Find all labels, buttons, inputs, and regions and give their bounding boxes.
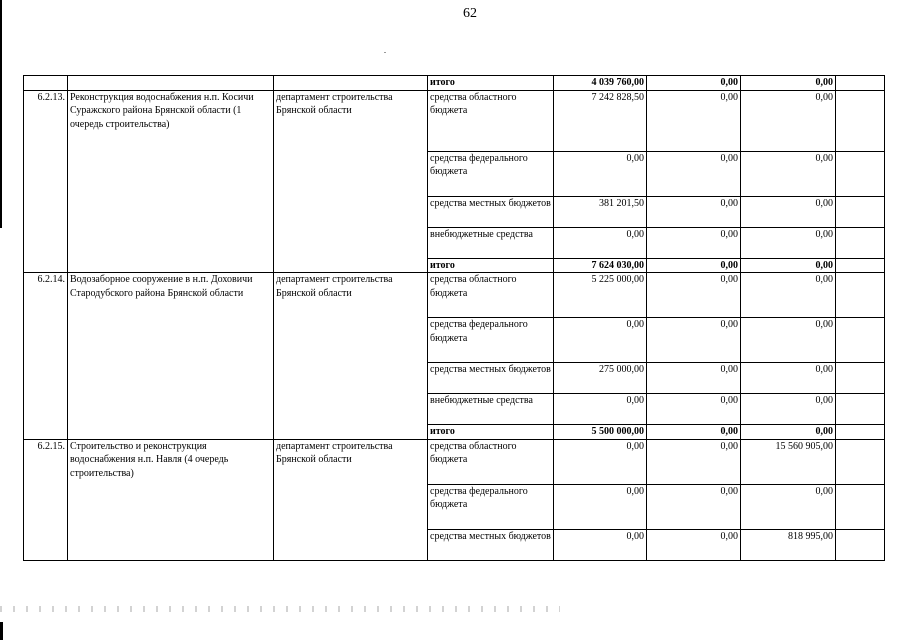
- value-cell: 0,00: [741, 425, 836, 440]
- empty-cell: [836, 439, 885, 484]
- funding-source: средства федерального бюджета: [428, 151, 554, 196]
- value-cell: 0,00: [554, 151, 647, 196]
- value-cell: 0,00: [741, 196, 836, 227]
- funding-source: средства местных бюджетов: [428, 529, 554, 560]
- value-cell: 0,00: [741, 151, 836, 196]
- scan-bottom-noise: [0, 606, 560, 612]
- funding-source: внебюджетные средства: [428, 394, 554, 425]
- budget-table: [23, 75, 885, 561]
- value-cell: 0,00: [741, 90, 836, 151]
- empty-cell: [836, 273, 885, 318]
- value-cell: 0,00: [741, 227, 836, 258]
- funding-source: средства областного бюджета: [428, 439, 554, 484]
- empty-cell: [836, 151, 885, 196]
- item-name: Строительство и реконструкция водоснабжения н.п. Навля (4 очередь строительства): [68, 439, 274, 560]
- item-name: Реконструкция водоснабжения н.п. Косичи Суражского района Брянской области (1 очередь строительства): [68, 90, 274, 273]
- empty-cell: [836, 425, 885, 440]
- value-cell: 0,00: [647, 76, 741, 91]
- value-cell: 0,00: [554, 318, 647, 363]
- item-responsible: департамент строительства Брянской области: [274, 439, 428, 560]
- value-cell: 0,00: [554, 227, 647, 258]
- empty-cell: [836, 90, 885, 151]
- value-cell: 0,00: [647, 151, 741, 196]
- value-cell: 381 201,50: [554, 196, 647, 227]
- value-cell: 5 500 000,00: [554, 425, 647, 440]
- value-cell: 0,00: [741, 258, 836, 273]
- empty-cell: [836, 529, 885, 560]
- value-cell: 275 000,00: [554, 363, 647, 394]
- scan-left-edge-bottom: [0, 622, 3, 640]
- value-cell: 0,00: [554, 439, 647, 484]
- value-cell: 0,00: [741, 363, 836, 394]
- value-cell: 0,00: [647, 227, 741, 258]
- item-number: 6.2.13.: [24, 90, 68, 273]
- item-name: Водозаборное сооружение в н.п. Доховичи Стародубского района Брянской области: [68, 273, 274, 440]
- scan-left-edge: [0, 0, 2, 228]
- value-cell: 0,00: [741, 394, 836, 425]
- scan-speck: [384, 52, 386, 53]
- value-cell: 0,00: [554, 394, 647, 425]
- funding-source: средства областного бюджета: [428, 90, 554, 151]
- empty-cell: [836, 318, 885, 363]
- value-cell: 818 995,00: [741, 529, 836, 560]
- value-cell: 0,00: [647, 273, 741, 318]
- item-number: 6.2.15.: [24, 439, 68, 560]
- empty-cell: [836, 394, 885, 425]
- empty-cell: [836, 227, 885, 258]
- empty-cell: [68, 76, 274, 91]
- funding-source: средства федерального бюджета: [428, 484, 554, 529]
- item-responsible: департамент строительства Брянской области: [274, 90, 428, 273]
- value-cell: 0,00: [647, 484, 741, 529]
- value-cell: 7 242 828,50: [554, 90, 647, 151]
- total-label: итого: [428, 258, 554, 273]
- funding-source: средства местных бюджетов: [428, 363, 554, 394]
- value-cell: 7 624 030,00: [554, 258, 647, 273]
- value-cell: 4 039 760,00: [554, 76, 647, 91]
- value-cell: 5 225 000,00: [554, 273, 647, 318]
- empty-cell: [836, 76, 885, 91]
- value-cell: 0,00: [647, 196, 741, 227]
- table-row: [24, 90, 885, 151]
- funding-source: внебюджетные средства: [428, 227, 554, 258]
- table-row: [24, 439, 885, 484]
- table-row: [24, 273, 885, 318]
- funding-source: средства областного бюджета: [428, 273, 554, 318]
- empty-cell: [836, 363, 885, 394]
- value-cell: 0,00: [647, 318, 741, 363]
- value-cell: 15 560 905,00: [741, 439, 836, 484]
- total-label: итого: [428, 425, 554, 440]
- empty-cell: [274, 76, 428, 91]
- value-cell: 0,00: [647, 394, 741, 425]
- total-label: итого: [428, 76, 554, 91]
- funding-source: средства федерального бюджета: [428, 318, 554, 363]
- value-cell: 0,00: [741, 484, 836, 529]
- empty-cell: [836, 484, 885, 529]
- value-cell: 0,00: [647, 425, 741, 440]
- value-cell: 0,00: [647, 363, 741, 394]
- item-responsible: департамент строительства Брянской области: [274, 273, 428, 440]
- value-cell: 0,00: [647, 439, 741, 484]
- empty-cell: [836, 196, 885, 227]
- value-cell: 0,00: [647, 90, 741, 151]
- value-cell: 0,00: [554, 529, 647, 560]
- value-cell: 0,00: [647, 529, 741, 560]
- funding-source: средства местных бюджетов: [428, 196, 554, 227]
- table-row-carryover-total: [24, 76, 885, 91]
- item-number: 6.2.14.: [24, 273, 68, 440]
- value-cell: 0,00: [647, 258, 741, 273]
- page-number: 62: [463, 6, 477, 21]
- value-cell: 0,00: [741, 318, 836, 363]
- value-cell: 0,00: [554, 484, 647, 529]
- empty-cell: [836, 258, 885, 273]
- empty-cell: [24, 76, 68, 91]
- value-cell: 0,00: [741, 273, 836, 318]
- value-cell: 0,00: [741, 76, 836, 91]
